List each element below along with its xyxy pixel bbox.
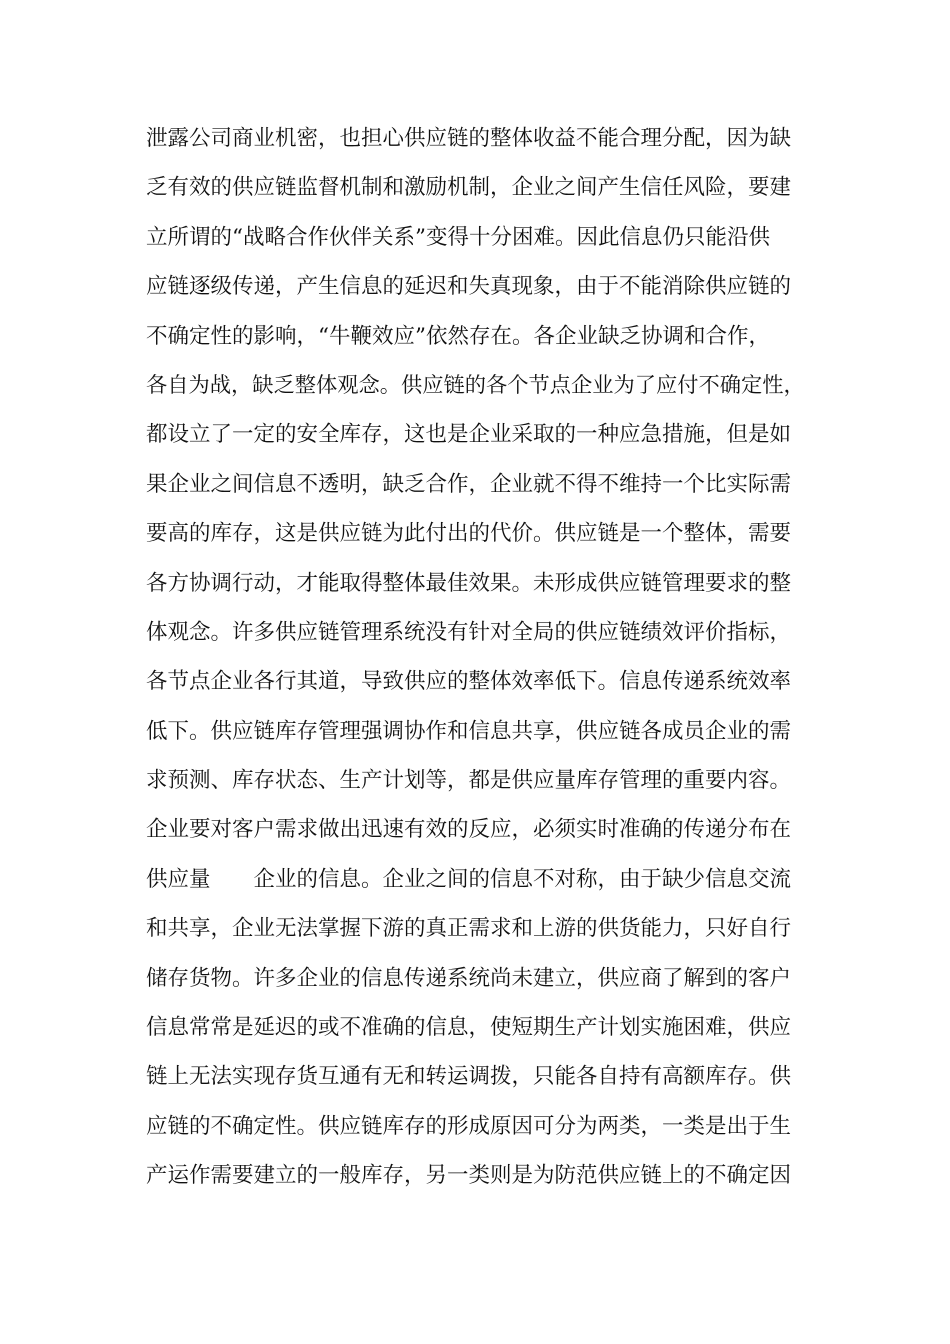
text-line-4: 应链逐级传递，产生信息的延迟和失真现象，由于不能消除供应链的 [146, 274, 792, 300]
text-line-20: 链上无法实现存货互通有无和转运调拨，只能各自持有高额库存。供 [146, 1064, 792, 1090]
text-line-14: 求预测、库存状态、生产计划等，都是供应量库存管理的重要内容。 [146, 768, 792, 794]
text-line-2: 乏有效的供应链监督机制和激励机制，企业之间产生信任风险，要建 [146, 175, 792, 201]
text-line-3: 立所谓的“战略合作伙伴关系”变得十分困难。因此信息仍只能沿供 [146, 224, 770, 250]
text-line-5: 不确定性的影响，“牛鞭效应”依然存在。各企业缺乏协调和合作， [146, 323, 770, 349]
text-line-8: 果企业之间信息不透明，缺乏合作，企业就不得不维持一个比实际需 [146, 471, 792, 497]
text-line-11: 体观念。许多供应链管理系统没有针对全局的供应链绩效评价指标， [146, 619, 792, 645]
text-line-9: 要高的库存，这是供应链为此付出的代价。供应链是一个整体，需要 [146, 521, 792, 547]
body-text [146, 114, 810, 1201]
text-line-10: 各方协调行动，才能取得整体最佳效果。未形成供应链管理要求的整 [146, 570, 792, 596]
text-line-21: 应链的不确定性。供应链库存的形成原因可分为两类，一类是出于生 [146, 1113, 792, 1139]
text-line-22: 产运作需要建立的一般库存，另一类则是为防范供应链上的不确定因 [146, 1163, 792, 1189]
text-line-18: 储存货物。许多企业的信息传递系统尚未建立，供应商了解到的客户 [146, 965, 792, 991]
text-line-7: 都设立了一定的安全库存，这也是企业采取的一种应急措施，但是如 [146, 422, 792, 448]
text-line-17: 和共享，企业无法掌握下游的真正需求和上游的供货能力，只好自行 [146, 916, 792, 942]
text-line-6: 各自为战，缺乏整体观念。供应链的各个节点企业为了应付不确定性， [146, 372, 805, 398]
text-line-19: 信息常常是延迟的或不准确的信息，使短期生产计划实施困难，供应 [146, 1015, 792, 1041]
text-line-13: 低下。供应链库存管理强调协作和信息共享，供应链各成员企业的需 [146, 718, 792, 744]
text-line-16: 供应量 企业的信息。企业之间的信息不对称，由于缺少信息交流 [146, 866, 792, 892]
text-line-1: 泄露公司商业机密，也担心供应链的整体收益不能合理分配，因为缺 [146, 126, 792, 151]
text-line-12: 各节点企业各行其道，导致供应的整体效率低下。信息传递系统效率 [146, 669, 792, 695]
text-line-15: 企业要对客户需求做出迅速有效的反应，必须实时准确的传递分布在 [146, 817, 792, 843]
